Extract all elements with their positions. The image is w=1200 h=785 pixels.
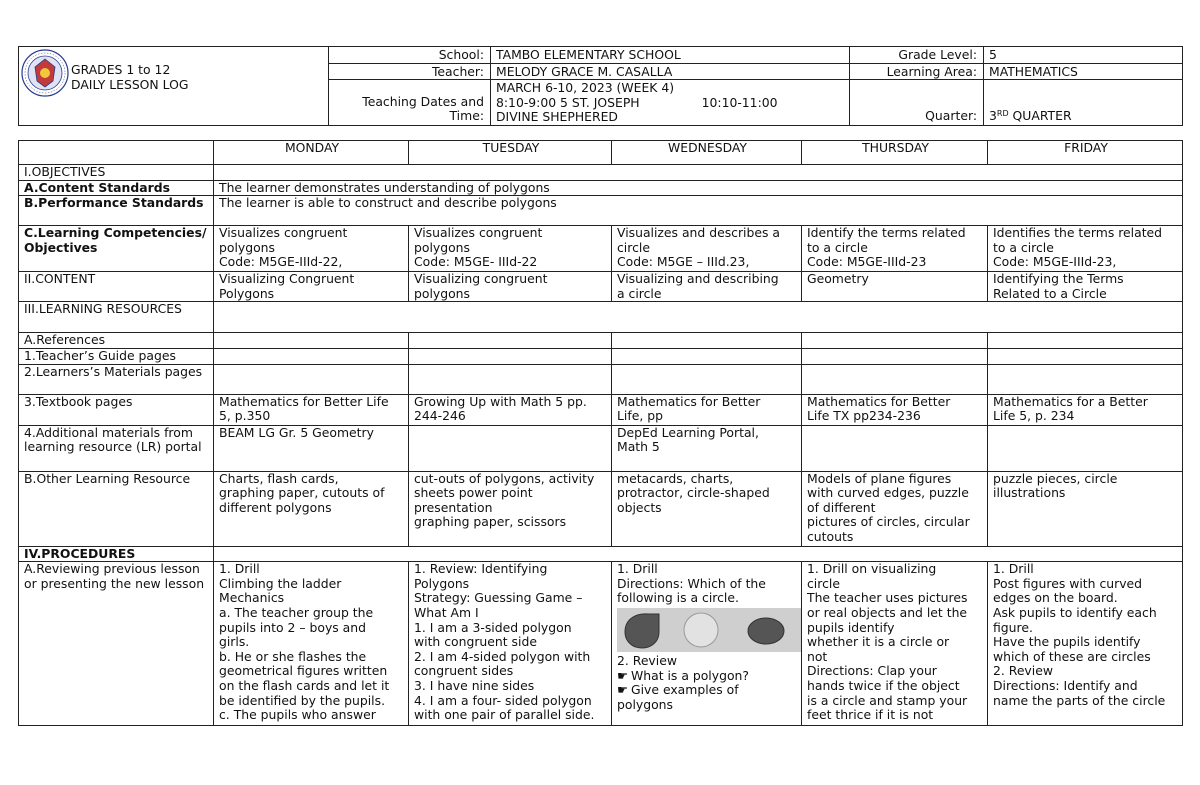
cell-line: 4. I am a four- sided polygon bbox=[414, 692, 592, 708]
cell-line: or real objects and let the bbox=[807, 604, 968, 620]
reviewing-monday bbox=[214, 562, 409, 726]
circle-choices-image bbox=[617, 608, 802, 652]
content-cell bbox=[802, 272, 988, 302]
cell-line: What Am I bbox=[414, 604, 479, 620]
cell-line: Directions: Which of the bbox=[617, 575, 766, 591]
wednesday-drill-text bbox=[617, 562, 798, 606]
cell-line: circle bbox=[807, 575, 840, 591]
other-resources-cell bbox=[612, 471, 802, 546]
shape-option-2 bbox=[684, 613, 718, 647]
teacher-label: Teacher: bbox=[329, 63, 491, 80]
textbook-label: 3.Textbook pages bbox=[19, 394, 214, 425]
cell-line: 244-246 bbox=[414, 408, 466, 424]
cell-line: Code: M5GE-IIId-22, bbox=[219, 254, 343, 270]
cell-line: a. The teacher group the bbox=[219, 604, 374, 620]
textbook-cell bbox=[409, 394, 612, 425]
reviewing-thursday bbox=[802, 562, 988, 726]
competencies-cell bbox=[214, 226, 409, 272]
header-table bbox=[18, 46, 1183, 126]
day-header-wednesday: WEDNESDAY bbox=[612, 141, 802, 165]
learning-area-value: MATHEMATICS bbox=[984, 63, 1183, 80]
second-session: 10:10-11:00 bbox=[701, 94, 778, 110]
wednesday-bullet-2 bbox=[617, 683, 798, 698]
deped-seal-icon bbox=[21, 49, 69, 97]
cell-line: sheets power point bbox=[414, 485, 533, 501]
grade-level-label: Grade Level: bbox=[850, 47, 984, 64]
cell-line: Life 5, p. 234 bbox=[993, 408, 1075, 424]
cell-line: Code: M5GE – IIId.23, bbox=[617, 254, 750, 270]
empty-cell bbox=[214, 333, 409, 349]
empty-cell bbox=[214, 348, 409, 364]
cell-line: Identifies the terms related bbox=[993, 225, 1163, 241]
cell-line: Geometry bbox=[807, 271, 869, 287]
cell-line: cut-outs of polygons, activity bbox=[414, 471, 595, 486]
cell-line: metacards, charts, bbox=[617, 471, 734, 486]
log-title bbox=[71, 63, 188, 92]
cell-line: Identifying the Terms bbox=[993, 271, 1124, 287]
textbook-cell bbox=[802, 394, 988, 425]
textbook-cell bbox=[612, 394, 802, 425]
content-cell bbox=[214, 272, 409, 302]
cell-line: geometrical figures written bbox=[219, 663, 388, 679]
content-standards-label: A.Content Standards bbox=[19, 180, 214, 196]
circle-choices-svg bbox=[617, 608, 802, 652]
cell-line: Directions: Identify and bbox=[993, 677, 1138, 693]
empty-cell bbox=[409, 364, 612, 394]
cell-line: Code: M5GE-IIId-23, bbox=[993, 254, 1117, 270]
wednesday-review-text bbox=[617, 654, 798, 669]
empty-cell bbox=[802, 348, 988, 364]
other-resources-cell bbox=[802, 471, 988, 546]
cell-line: whether it is a circle or bbox=[807, 634, 950, 650]
empty-cell bbox=[802, 364, 988, 394]
cell-line: graphing paper, cutouts of bbox=[219, 485, 385, 501]
empty-cell bbox=[988, 364, 1183, 394]
cell-line: Models of plane figures bbox=[807, 471, 952, 486]
empty-cell bbox=[612, 364, 802, 394]
cell-line: Charts, flash cards, bbox=[219, 471, 339, 486]
cell-line: polygons bbox=[414, 285, 470, 301]
empty-cell bbox=[214, 364, 409, 394]
cell-line: Visualizing and describing bbox=[617, 271, 779, 287]
cell-line: Math 5 bbox=[617, 439, 660, 455]
cell-line: Mathematics for Better Life bbox=[219, 394, 389, 409]
content-cell bbox=[612, 272, 802, 302]
competencies-cell bbox=[988, 226, 1183, 272]
cell-line: graphing paper, scissors bbox=[414, 514, 567, 530]
reviewing-friday bbox=[988, 562, 1183, 726]
cell-line: pictures of circles, circular bbox=[807, 514, 970, 530]
cell-line: Life, pp bbox=[617, 408, 663, 424]
competencies-cell bbox=[802, 226, 988, 272]
cell-line: 1. Drill on visualizing bbox=[807, 561, 937, 577]
content-cell bbox=[988, 272, 1183, 302]
objectives-row bbox=[214, 165, 1183, 181]
cell-line: Code: M5GE-IIId-23 bbox=[807, 254, 927, 270]
cell-line: different polygons bbox=[219, 499, 332, 515]
cell-line: 2. I am 4-sided polygon with bbox=[414, 648, 591, 664]
dates-line1: MARCH 6-10, 2023 (WEEK 4) bbox=[496, 80, 675, 96]
content-standards-value: The learner demonstrates understanding of polygons bbox=[214, 180, 1183, 196]
cell-line: with curved edges, puzzle bbox=[807, 485, 969, 501]
cell-line: 2. Review bbox=[993, 663, 1053, 679]
reviewing-tuesday bbox=[409, 562, 612, 726]
quarter-value bbox=[984, 80, 1183, 126]
cell-line: Mathematics for a Better bbox=[993, 394, 1148, 409]
cell-line: 1. Drill bbox=[993, 561, 1034, 577]
cell-line: circle bbox=[617, 239, 650, 255]
other-resources-cell bbox=[214, 471, 409, 546]
day-header-friday: FRIDAY bbox=[988, 141, 1183, 165]
teaching-dates-label bbox=[329, 80, 491, 126]
logo-cell bbox=[19, 47, 329, 126]
hand-pointer-icon: ☛ bbox=[617, 667, 629, 683]
cell-line: Identify the terms related bbox=[807, 225, 966, 241]
cell-line: is a circle and stamp your bbox=[807, 692, 968, 708]
cell-line: b. He or she flashes the bbox=[219, 648, 367, 664]
cell-line: polygons bbox=[414, 239, 470, 255]
additional-materials-label: 4.Additional materials from learning resource (LR) portal bbox=[19, 425, 214, 471]
day-header-thursday: THURSDAY bbox=[802, 141, 988, 165]
content-cell bbox=[409, 272, 612, 302]
cell-line: pupils into 2 – boys and bbox=[219, 619, 366, 635]
cell-line: of different bbox=[807, 499, 876, 515]
quarter-number: 3 bbox=[989, 108, 997, 124]
additional-cell bbox=[214, 425, 409, 471]
school-label: School: bbox=[329, 47, 491, 64]
cell-line: protractor, circle-shaped bbox=[617, 485, 770, 501]
cell-line: 3. I have nine sides bbox=[414, 677, 535, 693]
cell-line: illustrations bbox=[993, 485, 1066, 501]
school-value: TAMBO ELEMENTARY SCHOOL bbox=[491, 47, 850, 64]
empty-cell bbox=[409, 333, 612, 349]
log-title-line2: DAILY LESSON LOG bbox=[71, 76, 189, 92]
cell-line: Directions: Clap your bbox=[807, 663, 937, 679]
cell-line: Have the pupils identify bbox=[993, 634, 1141, 650]
teaching-dates-label-line2: Time: bbox=[449, 108, 484, 124]
cell-line: figure. bbox=[993, 619, 1033, 635]
quarter-word: QUARTER bbox=[1008, 108, 1072, 124]
competencies-cell bbox=[612, 226, 802, 272]
cell-line: pupils identify bbox=[807, 619, 895, 635]
shape-option-1 bbox=[625, 614, 659, 648]
cell-line: a circle bbox=[617, 285, 662, 301]
first-session: 8:10-9:00 5 ST. JOSEPH bbox=[496, 94, 640, 110]
additional-cell bbox=[988, 425, 1183, 471]
cell-line: be identified by the pupils. bbox=[219, 692, 386, 708]
other-resources-cell bbox=[988, 471, 1183, 546]
quarter-ordinal: RD bbox=[996, 109, 1009, 119]
performance-standards-value: The learner is able to construct and describe polygons bbox=[214, 196, 1183, 226]
cell-line: DepEd Learning Portal, bbox=[617, 425, 759, 440]
teaching-dates-value bbox=[491, 80, 850, 126]
reviewing-label: A.Reviewing previous lesson or presenting the new lesson bbox=[19, 562, 214, 726]
cell-line: 5, p.350 bbox=[219, 408, 271, 424]
bullet-text: Give examples of bbox=[631, 682, 739, 698]
cell-line: Polygons bbox=[414, 575, 470, 591]
cell-line: Mathematics for Better bbox=[617, 394, 761, 409]
cell-line: objects bbox=[617, 499, 662, 515]
cell-line: polygons bbox=[219, 239, 275, 255]
learners-materials-label: 2.Learners’s Materials pages bbox=[19, 364, 214, 394]
wednesday-tail-text bbox=[617, 698, 798, 713]
bullet-text: What is a polygon? bbox=[631, 667, 749, 683]
cell-line: 1. Drill bbox=[219, 561, 260, 577]
empty-cell bbox=[409, 348, 612, 364]
cell-line: feet thrice if it is not bbox=[807, 707, 934, 723]
cell-line: to a circle bbox=[993, 239, 1054, 255]
resources-label: III.LEARNING RESOURCES bbox=[19, 302, 214, 333]
cell-line: to a circle bbox=[807, 239, 868, 255]
cell-line: hands twice if the object bbox=[807, 677, 960, 693]
competencies-cell bbox=[409, 226, 612, 272]
textbook-cell bbox=[988, 394, 1183, 425]
cell-line: polygons bbox=[617, 696, 673, 712]
reviewing-wednesday bbox=[612, 562, 802, 726]
teaching-dates-label-line1: Teaching Dates and bbox=[362, 93, 484, 109]
cell-line: Visualizes congruent bbox=[219, 225, 348, 241]
grade-level-value: 5 bbox=[984, 47, 1183, 64]
cell-line: c. The pupils who answer bbox=[219, 707, 376, 723]
cell-line: 1. I am a 3-sided polygon bbox=[414, 619, 572, 635]
cell-line: with one pair of parallel side. bbox=[414, 707, 595, 723]
cell-line: edges on the board. bbox=[993, 590, 1118, 606]
cell-line: Polygons bbox=[219, 285, 275, 301]
cell-line: Code: M5GE- IIId-22 bbox=[414, 254, 538, 270]
performance-standards-label: B.Performance Standards bbox=[19, 196, 214, 226]
cell-line: Mathematics for Better bbox=[807, 394, 951, 409]
additional-cell bbox=[409, 425, 612, 471]
cell-line: 1. Review: Identifying bbox=[414, 561, 548, 577]
log-title-line1: GRADES 1 to 12 bbox=[71, 62, 171, 77]
teachers-guide-label: 1.Teacher’s Guide pages bbox=[19, 348, 214, 364]
cell-line: Visualizes and describes a bbox=[617, 225, 780, 241]
cell-line: cutouts bbox=[807, 528, 854, 544]
cell-line: BEAM LG Gr. 5 Geometry bbox=[219, 425, 374, 440]
content-label: II.CONTENT bbox=[19, 272, 214, 302]
empty-cell bbox=[988, 333, 1183, 349]
empty-cell bbox=[612, 348, 802, 364]
cell-line: Mechanics bbox=[219, 590, 285, 606]
dates-line2 bbox=[496, 96, 846, 111]
cell-line: on the flash cards and let it bbox=[219, 677, 390, 693]
cell-line: following is a circle. bbox=[617, 590, 739, 606]
shape-option-3 bbox=[748, 618, 784, 644]
cell-line: The teacher uses pictures bbox=[807, 590, 968, 606]
cell-line: 1. Drill bbox=[617, 561, 658, 577]
lesson-log-table bbox=[18, 140, 1183, 726]
cell-line: Climbing the ladder bbox=[219, 575, 342, 591]
cell-line: Visualizing Congruent bbox=[219, 271, 355, 287]
cell-line: girls. bbox=[219, 634, 250, 650]
days-corner bbox=[19, 141, 214, 165]
cell-line: Strategy: Guessing Game – bbox=[414, 590, 583, 606]
day-header-tuesday: TUESDAY bbox=[409, 141, 612, 165]
other-resources-cell bbox=[409, 471, 612, 546]
textbook-cell bbox=[214, 394, 409, 425]
cell-line: 2. Review bbox=[617, 652, 677, 668]
cell-line: puzzle pieces, circle bbox=[993, 471, 1118, 486]
hand-pointer-icon: ☛ bbox=[617, 682, 629, 698]
additional-cell bbox=[802, 425, 988, 471]
procedures-label: IV.PROCEDURES bbox=[19, 546, 214, 562]
dates-line3: DIVINE SHEPHERED bbox=[496, 109, 618, 125]
procedures-row bbox=[214, 546, 1183, 562]
wednesday-bullet-1 bbox=[617, 669, 798, 684]
cell-line: which of these are circles bbox=[993, 648, 1151, 664]
competencies-label: C.Learning Competencies/Objectives bbox=[19, 226, 214, 272]
cell-line: Ask pupils to identify each bbox=[993, 604, 1157, 620]
cell-line: Growing Up with Math 5 pp. bbox=[414, 394, 587, 409]
cell-line: name the parts of the circle bbox=[993, 692, 1166, 708]
day-header-monday: MONDAY bbox=[214, 141, 409, 165]
quarter-label: Quarter: bbox=[850, 80, 984, 126]
cell-line: Life TX pp234-236 bbox=[807, 408, 921, 424]
references-label: A.References bbox=[19, 333, 214, 349]
cell-line: with congruent side bbox=[414, 634, 537, 650]
empty-cell bbox=[802, 333, 988, 349]
additional-cell bbox=[612, 425, 802, 471]
empty-cell bbox=[612, 333, 802, 349]
cell-line: Visualizes congruent bbox=[414, 225, 543, 241]
cell-line: Related to a Circle bbox=[993, 285, 1107, 301]
resources-row bbox=[214, 302, 1183, 333]
cell-line: not bbox=[807, 648, 828, 664]
learning-area-label: Learning Area: bbox=[850, 63, 984, 80]
cell-line: presentation bbox=[414, 499, 493, 515]
teacher-value: MELODY GRACE M. CASALLA bbox=[491, 63, 850, 80]
cell-line: congruent sides bbox=[414, 663, 514, 679]
objectives-label: I.OBJECTIVES bbox=[19, 165, 214, 181]
other-resources-label: B.Other Learning Resource bbox=[19, 471, 214, 546]
cell-line: Visualizing congruent bbox=[414, 271, 548, 287]
cell-line: Post figures with curved bbox=[993, 575, 1143, 591]
empty-cell bbox=[988, 348, 1183, 364]
